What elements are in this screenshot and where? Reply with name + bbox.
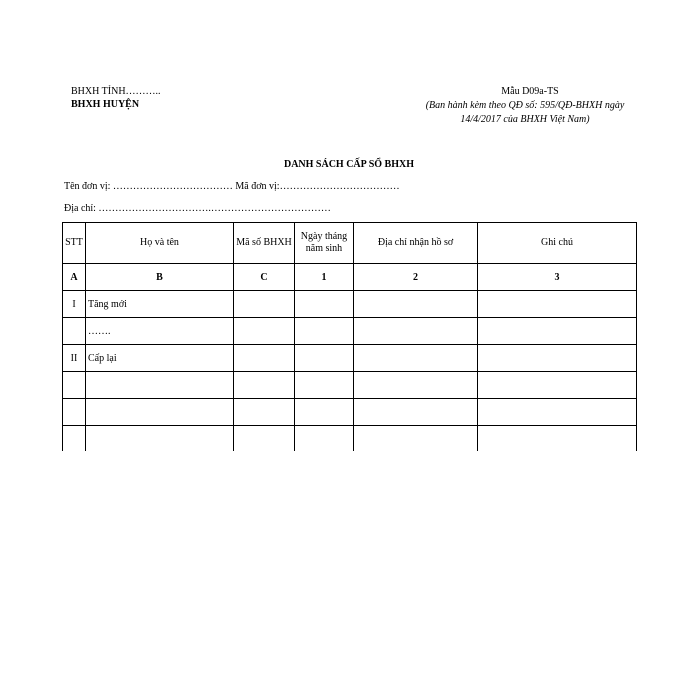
header-district: BHXH HUYỆN [71,99,140,110]
index-cell-3: 3 [478,264,637,291]
header-province: BHXH TỈNH……….. [71,86,161,97]
row-stt: I [63,291,86,318]
col-header-code: Mã số BHXH [234,223,295,264]
table-index-row [63,264,637,291]
table-row [63,291,637,318]
table-row [63,345,637,372]
index-cell-b: B [86,264,234,291]
row-code [234,345,295,372]
row-name: Tăng mới [86,291,234,318]
index-cell-c: C [234,264,295,291]
table-row [63,318,637,345]
form-code: Mẫu D09a-TS [501,86,559,97]
row-address [354,291,478,318]
col-header-dob [295,223,354,264]
form-issued-line1: (Ban hành kèm theo QĐ số: 595/QĐ-BHXH ngày [425,100,625,111]
col-header-name: Họ và tên [86,223,234,264]
row-dob [295,318,354,345]
index-cell-2: 2 [354,264,478,291]
col-header-address: Địa chỉ nhận hồ sơ [354,223,478,264]
col-header-stt: STT [63,223,86,264]
row-dob [295,291,354,318]
row-note [478,291,637,318]
index-cell-1: 1 [295,264,354,291]
row-stt [63,372,86,399]
address-line: Địa chỉ: …………………………….……………………………… [64,203,331,214]
row-note [478,399,637,426]
row-name [86,372,234,399]
row-code [234,291,295,318]
row-stt: II [63,345,86,372]
row-code [234,318,295,345]
row-address [354,345,478,372]
index-cell-a: A [63,264,86,291]
row-dob [295,345,354,372]
col-header-note: Ghi chú [478,223,637,264]
row-stt [63,318,86,345]
row-name [86,399,234,426]
row-dob [295,399,354,426]
document-title: DANH SÁCH CẤP SỔ BHXH [283,159,414,170]
row-code [234,372,295,399]
col-header-dob-line1: Ngày tháng [300,231,348,242]
row-name: ……. [86,318,234,345]
page-cutoff [61,451,637,511]
row-stt [63,399,86,426]
table-header-row [63,223,637,264]
row-dob [295,372,354,399]
row-address [354,318,478,345]
row-name: Cấp lại [86,345,234,372]
table-row [63,372,637,399]
row-note [478,318,637,345]
table-row [63,399,637,426]
unit-name-line: Tên đơn vị: ……………………………… Mã đơn vị:……………………………… [64,181,400,192]
form-issued-line2: 14/4/2017 của BHXH Việt Nam) [460,114,590,125]
row-code [234,399,295,426]
row-note [478,345,637,372]
row-note [478,372,637,399]
row-address [354,399,478,426]
col-header-dob-line2: năm sinh [305,243,343,254]
row-address [354,372,478,399]
issuance-table [62,222,637,466]
